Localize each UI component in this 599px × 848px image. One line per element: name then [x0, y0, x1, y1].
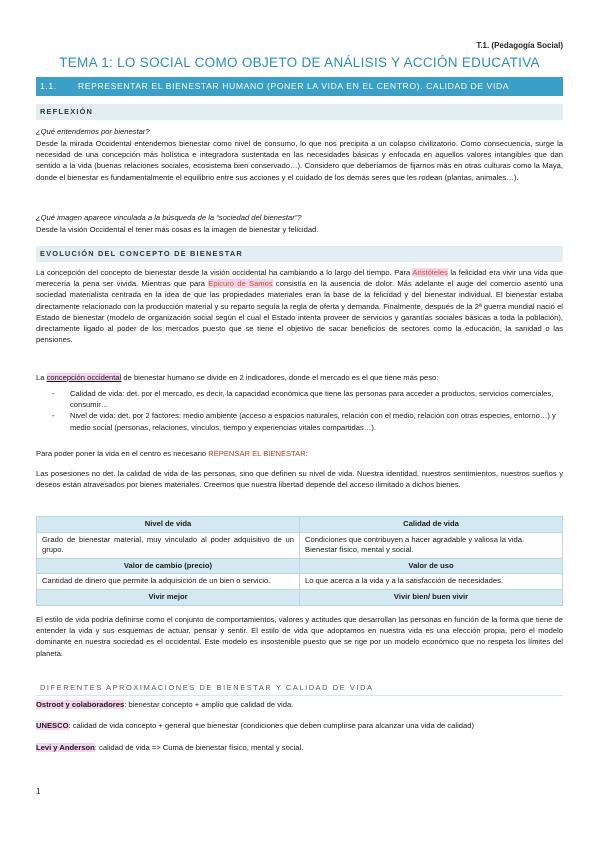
table-header: Valor de cambio (precio) — [37, 558, 300, 574]
evolucion-paragraph-4: Las posesiones no det. la calidad de vida de las personas, sino que definen su nivel de vida. Nuestra identidad, nuestros sentimientos, nuestros sueños y deseos están atravesados por bienes materiales. Creemos que nuestra libertad depende del acceso ilimitado a dichos bienes. — [36, 469, 563, 490]
reflexion-answer: Desde la visión Occidental el tener más cosas es la imagen de bienestar y felicidad. — [36, 225, 319, 234]
evolucion-paragraph-1: La concepción del concepto de bienestar desde la visión occidental ha cambiando a lo largo del tiempo. Para Aristóteles la felicidad era vivir una vida que merecería la pena ser vivida. Mientras que para Epicuro de Samos consistía en la ausencia de dolor. Más adelante el auge del comercio asentó una sociedad materialista centrada en la idea de que las propiedades materiales eran la base de la felicidad y del bienestar individual. El bienestar estaba directamente relacionado con la producción material y su reparto seguía la regla de oferta y demanda. Finalmente, después de la 2ª guerra mundial nació el Estado de bienestar (modelo de organización social según el cual el Estado intenta proveer de servicios y garantías sociales básicas a toda la población), directamente ligado al poder de los mercados puesto que se tiene el objetivo de sacar beneficios de sectores como la educación, la sanidad o las pensiones. — [36, 268, 563, 345]
table-header: Vivir mejor — [37, 589, 300, 605]
course-label: T.1. (Pedagogía Social) — [476, 41, 563, 50]
section-heading — [36, 77, 563, 96]
evolucion-paragraph-2: La concepción occidental de bienestar humano se divide en 2 indicadores, donde el mercado es el que tiene más peso: — [36, 373, 439, 382]
aproximaciones-heading: DIFERENTES APROXIMACIONES DE BIENESTAR Y CALIDAD DE VIDA — [36, 680, 563, 696]
question-1: ¿Qué entendemos por bienestar? — [36, 127, 150, 136]
page-title: TEMA 1: LO SOCIAL COMO OBJETO DE ANÁLISIS Y ACCIÓN EDUCATIVA — [59, 55, 540, 70]
author-highlight: Levi y Anderson — [36, 743, 95, 752]
table-header: Calidad de vida — [300, 517, 563, 533]
aproximacion-item: UNESCO: calidad de vida concepto + general que bienestar (condiciones que deben cumplirse para alcanzar una vida de calidad) — [36, 721, 474, 730]
estilo-paragraph: El estilo de vida podría definirse como el conjunto de comportamientos, valores y actitudes que desarrollan las personas en función de la forma que tiene de entender la vida y sus esquemas de actuar, pensar y sentir. El estilo de vida que adoptamos en nuestra vida es una elección propia, pero el modelo dominante en nuestra sociedad es el occidental. Este modelo es insostenible puesto que se rige por un modelo económico que no respeta los límites del planeta. — [36, 615, 563, 658]
highlight-epicuro: Epicuro de Samos — [208, 279, 273, 289]
reflexion-paragraph: Desde la mirada Occidental entendemos bienestar como nivel de consumo, lo que nos precipita a un colapso civilizatorio. Como consecuencia, surge la necesidad de una concepción más holística e integradora sustentada en las necesidades básicas y enfocada en aquellos valores intangibles que dan sentido a la vida (buenas relaciones sociales, ecosistema bien conservado…). Considero que deberíamos de fijarnos más en otras culturas como la Maya, donde el bienestar es fundamentalmente el equilibrio entre sus acciones y el cuidado de los demás seres que les rodean (plantas, animales…). — [36, 139, 563, 182]
table-cell: Cantidad de dinero que permite la adquisición de un bien o servicio. — [37, 574, 300, 590]
highlight-aristoteles: Aristóteles — [412, 268, 448, 277]
table-header: Vivir bien/ buen vivir — [300, 589, 563, 605]
comparison-table — [36, 516, 563, 606]
indicator-list — [36, 388, 556, 433]
section-title: REPRESENTAR EL BIENESTAR HUMANO (PONER LA VIDA EN EL CENTRO). CALIDAD DE VIDA — [78, 81, 510, 91]
reflexion-heading: REFLEXIÓN — [36, 104, 563, 120]
table-cell: Grado de bienestar material, muy vinculado al poder adquisitivo de un grupo. — [37, 532, 300, 558]
author-highlight: Ostroot y colaboradores — [36, 700, 125, 709]
author-highlight: UNESCO — [36, 721, 69, 730]
question-2: ¿Qué imagen aparece vinculada a la búsqueda de la “sociedad del bienestar”? — [36, 213, 302, 222]
table-header: Nivel de vida — [37, 517, 300, 533]
evolucion-paragraph-3: Para poder poner la vida en el centro es necesario REPENSAR EL BIENESTAR: — [36, 449, 308, 458]
aproximacion-item: Levi y Anderson: calidad de vida => Cuma de bienestar físico, mental y social. — [36, 743, 304, 752]
table-cell: Lo que acerca a la vida y a la satisfacción de necesidades. — [300, 574, 563, 590]
aproximacion-item: Ostroot y colaboradores: bienestar concepto + amplio que calidad de vida. — [36, 700, 294, 709]
evolucion-heading: EVOLUCIÓN DEL CONCEPTO DE BIENESTAR — [36, 246, 563, 262]
list-item: - Calidad de vida: det. por el mercado, es decir, la capacidad económica que tiene las personas para acceder a productos, servicios comerciales, consumir… — [36, 388, 556, 410]
list-item: - Nivel de vida: det. por 2 factores: medio ambiente (acceso a espacios naturales, relación con el medio, relación con otras especies, entorno…) y medio social (personas, relaciones, vínculos, tiempo y experiencias vitales compartidas…). — [36, 410, 556, 432]
page-number: 1 — [36, 787, 41, 796]
table-cell: Condiciones que contribuyen a hacer agradable y valiosa la vida. Bienestar físico, mental y social. — [300, 532, 563, 558]
underlined-concepcion: concepción occidental — [46, 373, 122, 382]
table-header: Valor de uso — [300, 558, 563, 574]
highlight-repensar: REPENSAR EL BIENESTAR — [208, 449, 306, 458]
section-number: 1.1. — [40, 81, 57, 91]
